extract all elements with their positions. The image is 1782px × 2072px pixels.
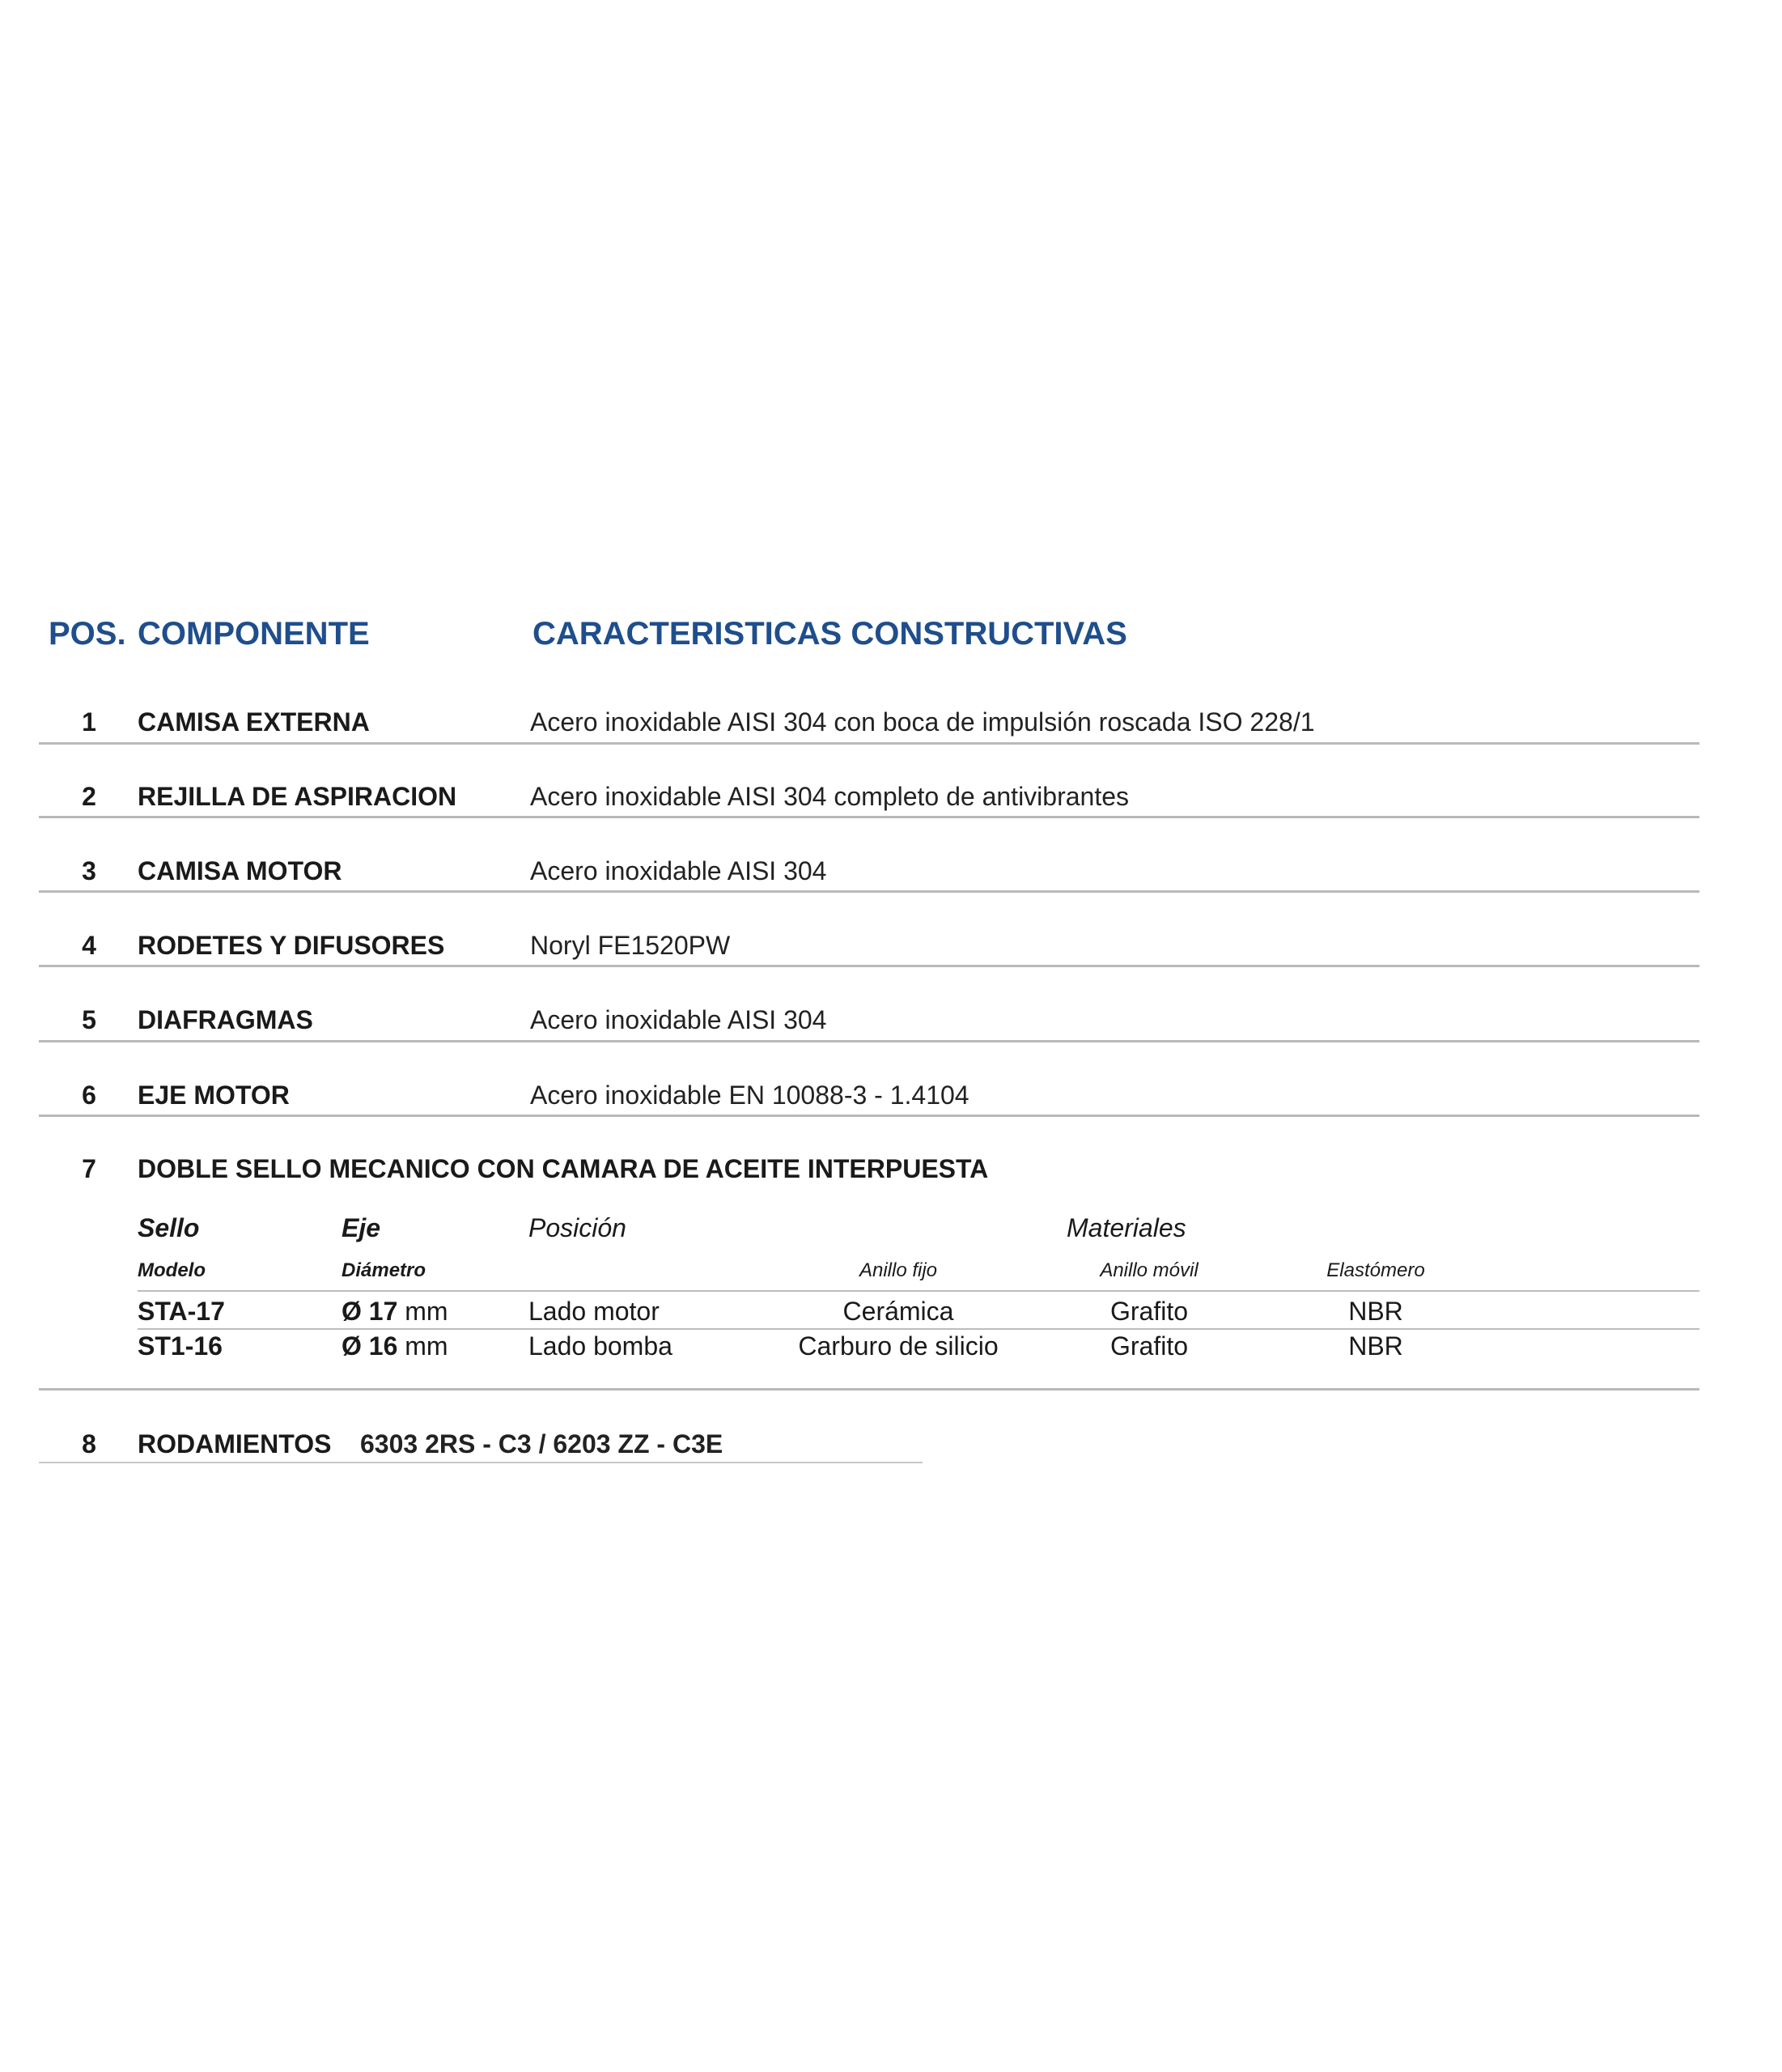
seal-posicion: Lado motor: [528, 1297, 660, 1326]
row-component: CAMISA EXTERNA: [138, 707, 370, 737]
seal-anillo-fijo: Cerámica: [842, 1297, 954, 1326]
seal-header-materiales: Materiales: [1067, 1213, 1186, 1242]
table-row: [0, 835, 1782, 910]
row-divider: [39, 1462, 923, 1463]
row-divider: [39, 742, 1699, 745]
table-row: [0, 686, 1782, 761]
seal-divider: [138, 1290, 1699, 1292]
seal-modelo: STA-17: [138, 1297, 225, 1326]
seal-header-elastomero: Elastómero: [1326, 1259, 1425, 1281]
row-characteristics: Acero inoxidable AISI 304 con boca de impulsión roscada ISO 228/1: [530, 707, 1315, 737]
seal-diametro-unit: mm: [405, 1297, 448, 1326]
row-divider: [39, 1115, 1699, 1117]
row-component: RODETES Y DIFUSORES: [138, 931, 445, 960]
seal-anillo-movil: Grafito: [1110, 1297, 1189, 1326]
seal-posicion: Lado bomba: [528, 1331, 672, 1361]
row-divider: [39, 816, 1699, 818]
seal-diametro-value: Ø 17: [342, 1297, 398, 1326]
table-row: [0, 984, 1782, 1059]
row-characteristics: Acero inoxidable AISI 304 completo de antivibrantes: [530, 782, 1130, 811]
row-divider: [39, 890, 1699, 893]
row-divider: [39, 1388, 1699, 1391]
row-component: DIAFRAGMAS: [138, 1005, 313, 1034]
seal-diametro: [342, 1330, 448, 1362]
table-row: [0, 1133, 1782, 1208]
seal-elastomero: NBR: [1348, 1331, 1403, 1361]
seal-modelo: ST1-16: [138, 1331, 223, 1361]
table-row: [0, 1408, 1782, 1483]
seal-elastomero: NBR: [1348, 1297, 1403, 1326]
row-pos: 8: [82, 1429, 96, 1458]
row-component: EJE MOTOR: [138, 1081, 290, 1110]
seal-header-posicion: Posición: [528, 1213, 626, 1242]
seal-header-anillo-fijo: Anillo fijo: [859, 1259, 938, 1281]
row-pos: 4: [82, 931, 96, 960]
row-pos: 7: [82, 1154, 96, 1183]
row-divider: [39, 1040, 1699, 1042]
seal-anillo-movil: Grafito: [1110, 1331, 1189, 1361]
seal-diametro-value: Ø 16: [342, 1331, 398, 1361]
row-pos: 2: [82, 782, 96, 811]
row-component: DOBLE SELLO MECANICO CON CAMARA DE ACEITE INTERPUESTA: [138, 1154, 989, 1183]
seal-header-eje: Eje: [342, 1213, 381, 1242]
row-component: REJILLA DE ASPIRACION: [138, 782, 457, 811]
seal-anillo-fijo: Carburo de silicio: [798, 1331, 999, 1361]
table-row: [0, 761, 1782, 835]
header-pos: POS.: [49, 616, 126, 652]
row-characteristics: Noryl FE1520PW: [530, 931, 731, 960]
row-pos: 5: [82, 1005, 96, 1034]
row-characteristics: Acero inoxidable AISI 304: [530, 1005, 827, 1034]
seal-header-anillo-movil: Anillo móvil: [1100, 1259, 1199, 1281]
row-characteristics: Acero inoxidable AISI 304: [530, 856, 827, 885]
row-pos: 3: [82, 856, 96, 885]
row-characteristics: Acero inoxidable EN 10088-3 - 1.4104: [530, 1081, 969, 1110]
table-row: [0, 910, 1782, 984]
row-characteristics: 6303 2RS - C3 / 6203 ZZ - C3E: [360, 1429, 723, 1458]
row-component: CAMISA MOTOR: [138, 856, 342, 885]
seal-header-modelo: Modelo: [138, 1259, 206, 1281]
table-row: [0, 1059, 1782, 1134]
header-caracteristicas: CARACTERISTICAS CONSTRUCTIVAS: [532, 616, 1127, 652]
row-pos: 6: [82, 1081, 96, 1110]
seal-diametro: [342, 1295, 448, 1327]
seal-header-sello: Sello: [138, 1213, 200, 1242]
row-component: RODAMIENTOS: [138, 1429, 332, 1458]
row-divider: [39, 965, 1699, 967]
seal-header-diametro: Diámetro: [342, 1259, 426, 1281]
row-pos: 1: [82, 707, 96, 737]
seal-diametro-unit: mm: [405, 1331, 448, 1361]
header-componente: COMPONENTE: [138, 616, 370, 652]
